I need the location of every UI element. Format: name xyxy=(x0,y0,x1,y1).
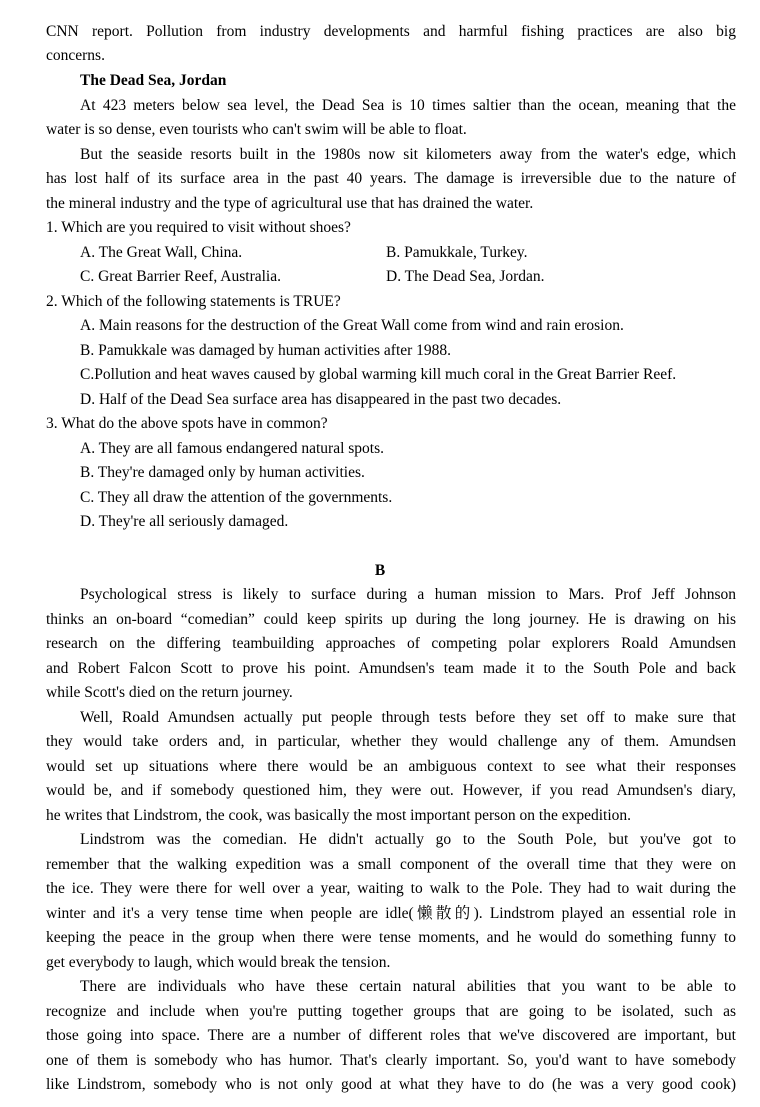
question-1-option-a: A. The Great Wall, China. xyxy=(80,244,243,261)
paragraph-line: would be, and if somebody questioned him, they were out. However, if you read Amundsen's diary, xyxy=(46,782,736,799)
paragraph-line: they would take orders and, in particular, whether they would challenge any of them. Amundsen xyxy=(46,733,736,750)
paragraph-line: recognize and include when you're putting together groups that are going to be isolated, such as xyxy=(46,1003,736,1020)
paragraph-line: get everybody to laugh, which would break the tension. xyxy=(46,954,391,971)
question-3-option-d: D. They're all seriously damaged. xyxy=(80,513,289,530)
paragraph-line: There are individuals who have these certain natural abilities that you want to be able to xyxy=(80,978,736,995)
paragraph-line: But the seaside resorts built in the 1980s now sit kilometers away from the water's edge, which xyxy=(80,146,736,163)
section-b-heading: B xyxy=(374,562,386,579)
question-3-option-a: A. They are all famous endangered natural spots. xyxy=(80,440,385,457)
question-3: 3. What do the above spots have in common? xyxy=(46,415,328,432)
section-heading-dead-sea: The Dead Sea, Jordan xyxy=(80,72,227,89)
question-2: 2. Which of the following statements is TRUE? xyxy=(46,293,341,310)
paragraph-line: one of them is somebody who has humor. That's clearly important. So, you'd want to have somebody xyxy=(46,1052,736,1069)
paragraph-line: like Lindstrom, somebody who is not only good at what they have to do (he was a very good cook) xyxy=(46,1076,736,1093)
question-1-option-c: C. Great Barrier Reef, Australia. xyxy=(80,268,281,285)
paragraph-line: while Scott's died on the return journey. xyxy=(46,684,293,701)
paragraph-line: keeping the peace in the group when there were tense moments, and he would do something funny to xyxy=(46,929,736,946)
question-2-option-d: D. Half of the Dead Sea surface area has disappeared in the past two decades. xyxy=(80,391,562,408)
question-3-option-b: B. They're damaged only by human activities. xyxy=(80,464,365,481)
paragraph-line: thinks an on-board “comedian” could keep spirits up during the long journey. He is drawing on his xyxy=(46,611,736,628)
question-1-option-b: B. Pamukkale, Turkey. xyxy=(386,244,528,261)
paragraph-line: water is so dense, even tourists who can't swim will be able to float. xyxy=(46,121,467,138)
paragraph-line: Well, Roald Amundsen actually put people through tests before they set off to make sure that xyxy=(80,709,736,726)
question-2-option-c: C.Pollution and heat waves caused by global warming kill much coral in the Great Barrier Reef. xyxy=(80,366,677,383)
paragraph-line: has lost half of its surface area in the past 40 years. The damage is irreversible due to the nature of xyxy=(46,170,736,187)
question-1-option-d: D. The Dead Sea, Jordan. xyxy=(386,268,545,285)
intro-line: concerns. xyxy=(46,47,105,64)
question-1: 1. Which are you required to visit without shoes? xyxy=(46,219,351,236)
paragraph-line: would set up situations where there would be an ambiguous context to see what their responses xyxy=(46,758,736,775)
intro-line: CNN report. Pollution from industry developments and harmful fishing practices are also big xyxy=(46,23,736,40)
paragraph-line: those going into space. There are a number of different roles that we've discovered are important, but xyxy=(46,1027,736,1044)
paragraph-line: research on the differing teambuilding approaches of competing polar explorers Roald Amundsen xyxy=(46,635,736,652)
paragraph-line: he writes that Lindstrom, the cook, was basically the most important person on the expedition. xyxy=(46,807,632,824)
paragraph-line: the ice. They were there for well over a year, waiting to walk to the Pole. They had to wait during the xyxy=(46,880,736,897)
paragraph-line: At 423 meters below sea level, the Dead Sea is 10 times saltier than the ocean, meaning that the xyxy=(80,97,736,114)
question-2-option-a: A. Main reasons for the destruction of the Great Wall come from wind and rain erosion. xyxy=(80,317,624,334)
paragraph-line: remember that the walking expedition was a small component of the overall time that they were on xyxy=(46,856,736,873)
paragraph-line: and Robert Falcon Scott to prove his point. Amundsen's team made it to the South Pole and back xyxy=(46,660,736,677)
paragraph-line: Psychological stress is likely to surface during a human mission to Mars. Prof Jeff Johnson xyxy=(80,586,736,603)
paragraph-line: Lindstrom was the comedian. He didn't actually go to the South Pole, but you've got to xyxy=(80,831,736,848)
paragraph-line: winter and it's a very tense time when people are idle(懒散的). Lindstrom played an essential role in xyxy=(46,905,736,922)
question-3-option-c: C. They all draw the attention of the governments. xyxy=(80,489,393,506)
paragraph-line: the mineral industry and the type of agricultural use that has drained the water. xyxy=(46,195,534,212)
question-2-option-b: B. Pamukkale was damaged by human activities after 1988. xyxy=(80,342,452,359)
